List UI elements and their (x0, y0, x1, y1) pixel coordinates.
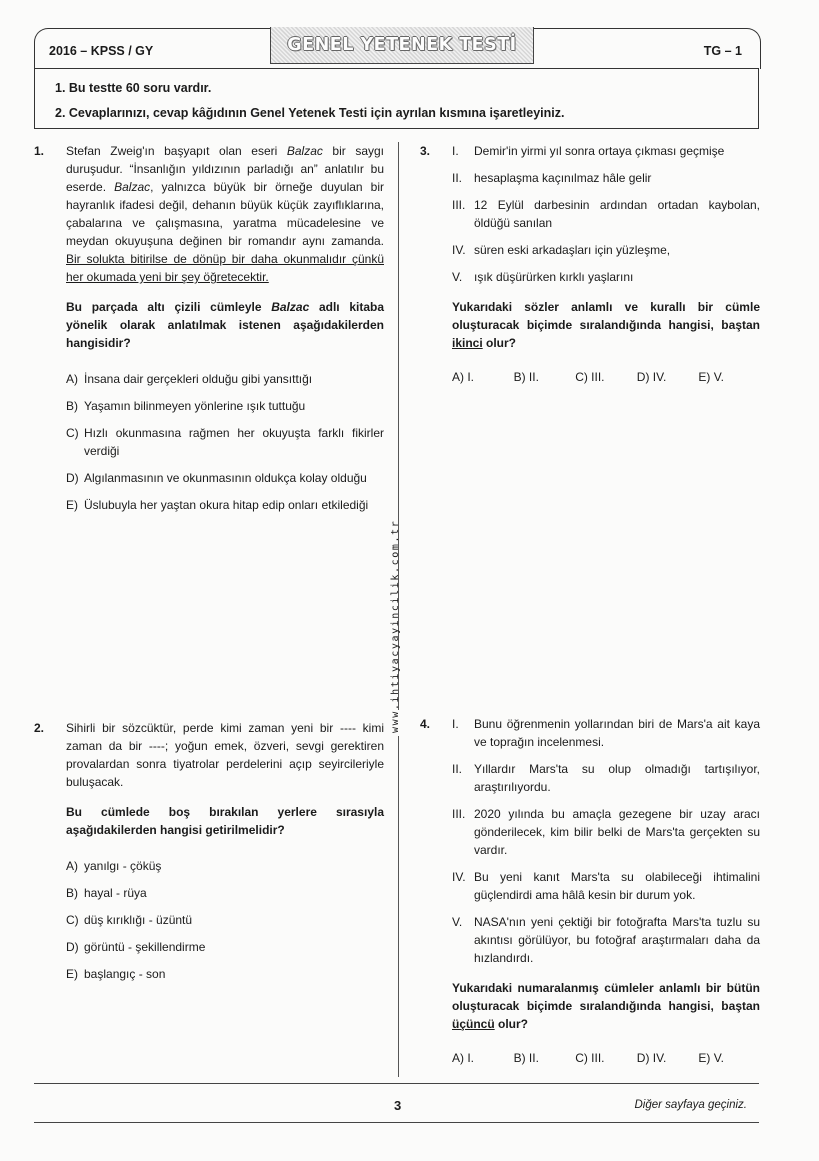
option-b[interactable]: B) II. (513, 370, 539, 384)
question-passage: Sihirli bir sözcüktür, perde kimi zaman yeni bir ---- kimi zaman da bir ----; yoğun emek, özveri, sevgi gerektiren provalardan sonra tiyatrolar perdelerini açıp seyircileriyle buluşacak. (66, 721, 384, 789)
question-stem: Yukarıdaki sözler anlamlı ve kurallı bir cümle oluşturacak biçimde sıralandığında hangisi, baştan ikinci olur? (452, 300, 760, 350)
roman-item: V. ışık düşürürken kırklı yaşlarını (452, 270, 634, 284)
roman-item: II. Yıllardır Mars'ta su olup olmadığı tartışılıyor, araştırılıyordu. (452, 762, 760, 794)
roman-item: I. Bunu öğrenmenin yollarından biri de Mars'a ait kaya ve toprağın incelenmesi. (452, 717, 760, 749)
option-c[interactable]: C) düş kırıklığı - üzüntü (66, 913, 193, 927)
question-stem: Yukarıdaki numaralanmış cümleler anlamlı bir bütün oluşturacak biçimde sıralandığında hangisi, baştan üçüncü olur? (452, 981, 760, 1031)
footer-rule-bottom (34, 1122, 759, 1123)
answer-options (66, 370, 384, 514)
test-title-banner (270, 27, 534, 64)
question-1 (34, 142, 384, 523)
option-c[interactable]: C) Hızlı okunmasına rağmen her okuyuşta farklı fikirler verdiği (66, 426, 384, 458)
test-header (34, 28, 761, 69)
publisher-watermark: www.ihtiyacyayincilik.com.tr (388, 710, 403, 736)
underlined-sentence: Bir solukta bitirilse de dönüp bir daha okunmalıdır çünkü her okumada yeni bir şey öğretecektir. (66, 252, 384, 284)
roman-item-list (452, 142, 760, 286)
roman-item-list (452, 715, 760, 967)
option-a[interactable]: A) I. (452, 370, 475, 384)
roman-item: II. hesaplaşma kaçınılmaz hâle gelir (452, 171, 652, 185)
next-page-note: Diğer sayfaya geçiniz. (634, 1099, 747, 1111)
question-stem: Bu cümlede boş bırakılan yerlere sırasıyla aşağıdakilerden hangisi getirilmelidir? (66, 805, 384, 837)
option-a[interactable]: A) I. (452, 1051, 475, 1065)
roman-item: IV. süren eski arkadaşları için yüzleşme, (452, 243, 671, 257)
roman-item: I. Demir'in yirmi yıl sonra ortaya çıkması geçmişe (452, 144, 725, 158)
footer-rule-top (34, 1083, 759, 1084)
question-passage: Stefan Zweig'ın başyapıt olan eseri Balzac bir saygı duruşudur. “İnsanlığın yıldızının parladığı an” anlatılır bu eserde. Balzac, yalnızca büyük bir örneğe duyulan bir hayranlık ifadesi değil, dehanın büyük küçük zayıflıklarına, çabalarına ve çalışmasına, yaratma mücadelesine ve meydan okuyuşuna değinen bir romandır aynı zamanda. Bir solukta bitirilse de dönüp bir daha okunmalıdır çünkü her okumada yeni bir şey öğretecektir. (66, 144, 385, 284)
roman-item: III. 12 Eylül darbesinin ardından ortadan kaybolan, öldüğü sanılan (452, 198, 760, 230)
question-2 (34, 719, 384, 992)
option-e[interactable]: E) V. (698, 1051, 724, 1065)
question-number: 1. (34, 144, 45, 158)
option-d[interactable]: D) IV. (636, 1051, 667, 1065)
answer-options (66, 857, 384, 983)
exam-code: 2016 – KPSS / GY (49, 44, 154, 58)
option-b[interactable]: B) hayal - rüya (66, 886, 147, 900)
answer-options (452, 368, 760, 386)
test-title: GENEL YETENEK TESTİ (287, 34, 517, 55)
option-e[interactable]: E) başlangıç - son (66, 967, 166, 981)
question-stem: Bu parçada altı çizili cümleyle Balzac adlı kitaba yönelik olarak anlatılmak istenen aşağıdakilerden hangisidir? (66, 300, 384, 350)
roman-item: IV. Bu yeni kanıt Mars'ta su olabileceği ihtimalini güçlendirdi ama hâlâ kesin bir durum yok. (452, 870, 760, 902)
option-e[interactable]: E) Üslubuyla her yaştan okura hitap edip onları etkilediği (66, 498, 369, 512)
question-4 (420, 715, 760, 1067)
question-number: 3. (420, 144, 431, 158)
option-d[interactable]: D) Algılanmasının ve okunmasının oldukça kolay olduğu (66, 471, 367, 485)
question-number: 4. (420, 717, 431, 731)
answer-options (452, 1049, 760, 1067)
option-a[interactable]: A) yanılgı - çöküş (66, 859, 162, 873)
question-3 (420, 142, 760, 386)
option-d[interactable]: D) IV. (636, 370, 667, 384)
instructions-box (34, 68, 759, 129)
option-c[interactable]: C) III. (575, 370, 605, 384)
option-a[interactable]: A) İnsana dair gerçekleri olduğu gibi yansıttığı (66, 372, 313, 386)
instruction-2: 2. Cevaplarınızı, cevap kâğıdının Genel Yetenek Testi için ayrılan kısmına işaretleyiniz. (55, 106, 565, 120)
option-b[interactable]: B) II. (513, 1051, 539, 1065)
instruction-1: 1. Bu testte 60 soru vardır. (55, 81, 212, 95)
option-d[interactable]: D) görüntü - şekillendirme (66, 940, 206, 954)
page-number: 3 (394, 1098, 402, 1113)
option-e[interactable]: E) V. (698, 370, 724, 384)
roman-item: III. 2020 yılında bu amaçla gezegene bir uzay aracı gönderilecek, kim bilir belki de Mars'ta gerçekten su vardır. (452, 807, 760, 857)
option-c[interactable]: C) III. (575, 1051, 605, 1065)
option-b[interactable]: B) Yaşamın bilinmeyen yönlerine ışık tuttuğu (66, 399, 306, 413)
roman-item: V. NASA'nın yeni çektiği bir fotoğrafta Mars'ta tuzlu su akıntısı görülüyor, bu fotoğraf araştırmaları daha da hızlandırdı. (452, 915, 760, 965)
booklet-code: TG – 1 (703, 44, 742, 58)
question-number: 2. (34, 721, 45, 735)
